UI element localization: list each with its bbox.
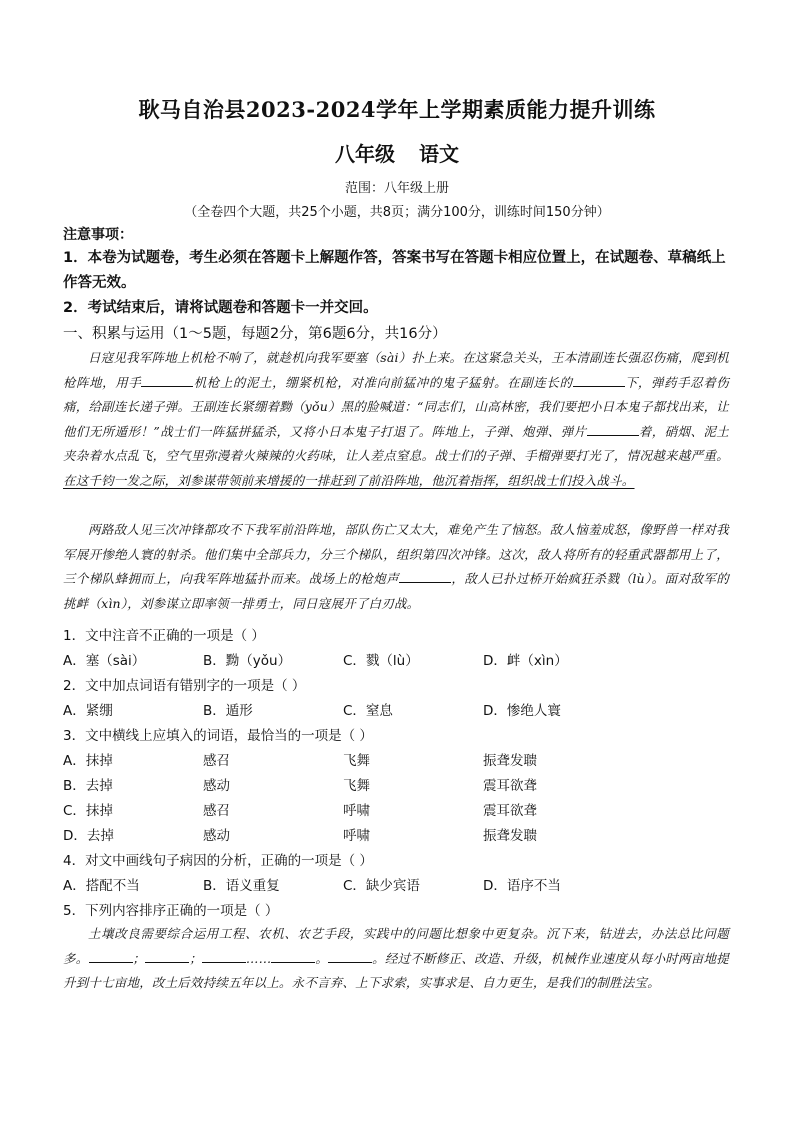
q1-option-a: A．塞（sài）: [63, 653, 146, 669]
scope-line: 范围：八年级上册: [344, 181, 449, 196]
q2-option-d: D．惨绝人寰: [483, 703, 561, 719]
q2-option-b: B．遁形: [203, 703, 253, 719]
q1-option-d: D．衅（xìn）: [483, 653, 568, 669]
passage2-text-2: ，敌人已扑过桥开始疯狂杀戮（lù）。面对敌军的挑衅（xìn），刘参谋立即率领一排勇士，同日寇展开了白刃战。: [63, 571, 730, 611]
q3-row-a-col-1: A．抹掉: [63, 753, 113, 769]
q2-option-c: C．窒息: [343, 703, 393, 719]
passage1-text-3: 下，弹药手忍着伤痛，给副连长递子弹。王副连长紧绷着黝（yǒu）黑的脸喊道：“同志们，山高林密，我们要把小日本鬼子都找出来，让他们无所遁形！”战士们一阵猛拼猛杀，又将小日本鬼子打退了。阵地上，子弹、炮弹、弹片: [63, 374, 730, 439]
page-subtitle: [0, 138, 794, 167]
grade-label: 八年级: [335, 142, 395, 166]
passage5-text-1: 土壤改良需要综合运用工程、农机、农艺手段，实践中的问题比想象中更复杂。沉下来，钻进去，办法总比问题多。: [63, 926, 729, 966]
blank-3: [587, 423, 639, 436]
blank-4: [399, 570, 451, 583]
q3-row-a-col-2: 感召: [203, 753, 230, 769]
reading-passage-1: [63, 346, 729, 494]
notice-heading: 注意事项：: [63, 227, 133, 243]
blank-5c: [202, 950, 246, 963]
q3-row-c-col-3: 呼啸: [343, 803, 370, 819]
q3-row-c-col-4: 震耳欲聋: [483, 803, 537, 819]
q3-row-b-col-1: B．去掉: [63, 778, 113, 794]
blank-2: [573, 374, 625, 387]
question-1-stem: 1．文中注音不正确的一项是（ ）: [63, 628, 265, 644]
q3-row-d-col-1: D．去掉: [63, 828, 114, 844]
subject-label: 语文: [419, 142, 459, 166]
notice-item-1: 1．本卷为试题卷，考生必须在答题卡上解题作答，答案书写在答题卡相应位置上，在试题卷、草稿纸上作答无效。: [63, 250, 726, 291]
notice-item-2: 2．考试结束后，请将试题卷和答题卡一并交回。: [63, 300, 378, 316]
blank-1: [141, 374, 193, 387]
q4-option-a: A．搭配不当: [63, 878, 140, 894]
blank-5b: [145, 950, 189, 963]
passage1-text-4: 着，硝烟、泥土夹杂着水点乱飞，空气里弥漫着火辣辣的火药味，让人差点窒息。战士们的子弹、手榴弹要打光了，情况越来越严重。: [63, 423, 729, 464]
question-3-stem: 3．文中横线上应填入的词语，最恰当的一项是（ ）: [63, 728, 373, 744]
question-5-stem: 5．下列内容排序正确的一项是（ ）: [63, 903, 279, 919]
blank-5a: [89, 950, 133, 963]
q3-row-b-col-2: 感动: [203, 778, 230, 794]
q4-option-d: D．语序不当: [483, 878, 561, 894]
blank-5e: [328, 950, 372, 963]
passage5-text-2: 。经过不断修正、改造、升级，机械作业速度从每小时两亩地提升到十七亩地，改土后效持续五年以上。永不言弃、上下求索，实事求是、自力更生，是我们的制胜法宝。: [63, 950, 729, 991]
q3-row-d-col-2: 感动: [203, 828, 230, 844]
q3-row-a-col-4: 振聋发聩: [483, 753, 537, 769]
q3-row-d-col-3: 呼啸: [343, 828, 370, 844]
reading-passage-5: [63, 922, 729, 996]
q3-row-c-col-2: 感召: [203, 803, 230, 819]
q4-option-c: C．缺少宾语: [343, 878, 420, 894]
q3-row-b-col-4: 震耳欲聋: [483, 778, 537, 794]
passage1-text-2: 机枪上的泥土，绷紧机枪，对准向前猛冲的鬼子猛射。在副连长的: [193, 374, 573, 390]
passage5-sep-2: ；: [189, 950, 202, 966]
section-1-heading: 一、积累与运用（1～5题，每题2分，第6题6分，共16分）: [63, 326, 447, 342]
reading-passage-2: [63, 518, 729, 616]
q3-row-c-col-1: C．抹掉: [63, 803, 113, 819]
exam-info-line: （全卷四个大题，共25个小题，共8页；满分100分，训练时间150分钟）: [184, 205, 610, 220]
question-4-stem: 4．对文中画线句子病因的分析，正确的一项是（ ）: [63, 853, 373, 869]
page-title: 耿马自治县2023-2024学年上学期素质能力提升训练: [138, 97, 656, 122]
passage5-sep-1: ；: [132, 950, 146, 966]
q3-row-a-col-3: 飞舞: [343, 753, 370, 769]
q2-option-a: A．紧绷: [63, 703, 113, 719]
q3-row-b-col-3: 飞舞: [343, 778, 370, 794]
q3-row-d-col-4: 振聋发聩: [483, 828, 537, 844]
blank-5d: [271, 950, 315, 963]
q1-option-c: C．戮（lù）: [343, 653, 419, 669]
passage5-sep-4: 。: [315, 950, 329, 966]
q1-option-b: B．黝（yǒu）: [203, 653, 292, 669]
passage2-text-1: 两路敌人见三次冲锋都攻不下我军前沿阵地，部队伤亡又太大，难免产生了恼怒。敌人恼羞成怒，像野兽一样对我军展开惨绝人寰的射杀。他们集中全部兵力，分三个梯队，组织第四次冲锋。这次，敌人将所有的轻重武器都用上了，三个梯队蜂拥而上，向我军阵地猛扑而来。战场上的枪炮声: [63, 522, 729, 587]
q4-option-b: B．语义重复: [203, 878, 280, 894]
question-2-stem: 2．文中加点词语有错别字的一项是（ ）: [63, 678, 306, 694]
passage1-text-1: 日寇见我军阵地上机枪不响了，就趁机向我军要塞（sài）扑上来。在这紧急关头，王本清副连长强忍伤痛，爬到机枪阵地，用手: [63, 350, 729, 390]
underlined-sentence: 在这千钧一发之际，刘参谋带领前来增援的一排赶到了前沿阵地，他沉着指挥，组织战士们投入战斗。: [63, 472, 635, 488]
passage5-sep-3: ……: [245, 950, 272, 966]
